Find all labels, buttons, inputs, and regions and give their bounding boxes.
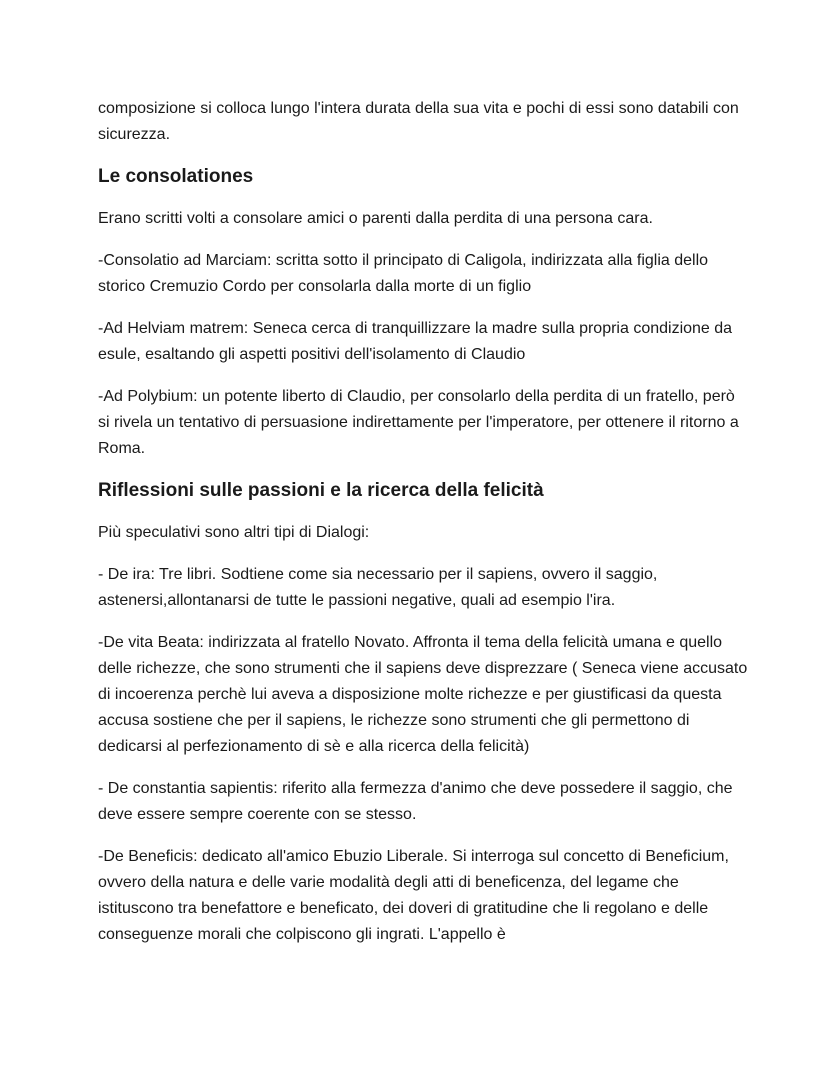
paragraph: Più speculativi sono altri tipi di Dialogi: bbox=[98, 524, 370, 541]
document-body bbox=[98, 96, 748, 948]
paragraph: - De ira: Tre libri. Sodtiene come sia necessario per il sapiens, ovvero il saggio, astenersi,allontanarsi de tutte le passioni negative, quali ad esempio l'ira. bbox=[98, 566, 658, 609]
section-heading-consolationes: Le consolationes bbox=[98, 166, 254, 187]
section-heading-riflessioni: Riflessioni sulle passioni e la ricerca della felicità bbox=[98, 480, 544, 501]
paragraph: -De vita Beata: indirizzata al fratello Novato. Affronta il tema della felicità umana e quello delle richezze, che sono strumenti che il sapiens deve disprezzare ( Seneca viene accusato di incoerenza perchè lui aveva a disposizione molte richezze e per giustificasi da questa accusa sostiene che per il sapiens, le richezze sono strumenti che gli permettono di dedicarsi al perfezionamento di sè e alla ricerca della felicità) bbox=[98, 634, 748, 755]
paragraph: -Consolatio ad Marciam: scritta sotto il principato di Caligola, indirizzata alla figlia dello storico Cremuzio Cordo per consolarla dalla morte di un figlio bbox=[98, 252, 709, 295]
intro-paragraph: composizione si colloca lungo l'intera durata della sua vita e pochi di essi sono databili con sicurezza. bbox=[98, 100, 739, 143]
paragraph: - De constantia sapientis: riferito alla fermezza d'animo che deve possedere il saggio, che deve essere sempre coerente con se stesso. bbox=[98, 780, 733, 823]
paragraph: Erano scritti volti a consolare amici o parenti dalla perdita di una persona cara. bbox=[98, 210, 653, 227]
paragraph: -De Beneficis: dedicato all'amico Ebuzio Liberale. Si interroga sul concetto di Beneficium, ovvero della natura e delle varie modalità degli atti di beneficenza, del legame che istituscono tra benefattore e beneficato, dei doveri di gratitudine che li regolano e delle conseguenze morali che colpiscono gli ingrati. L'appello è bbox=[98, 848, 729, 943]
paragraph: -Ad Helviam matrem: Seneca cerca di tranquillizzare la madre sulla propria condizione da esule, esaltando gli aspetti positivi dell'isolamento di Claudio bbox=[98, 320, 733, 363]
paragraph: -Ad Polybium: un potente liberto di Claudio, per consolarlo della perdita di un fratello, però si rivela un tentativo di persuasione indirettamente per l'imperatore, per ottenere il ritorno a Roma. bbox=[98, 388, 739, 457]
